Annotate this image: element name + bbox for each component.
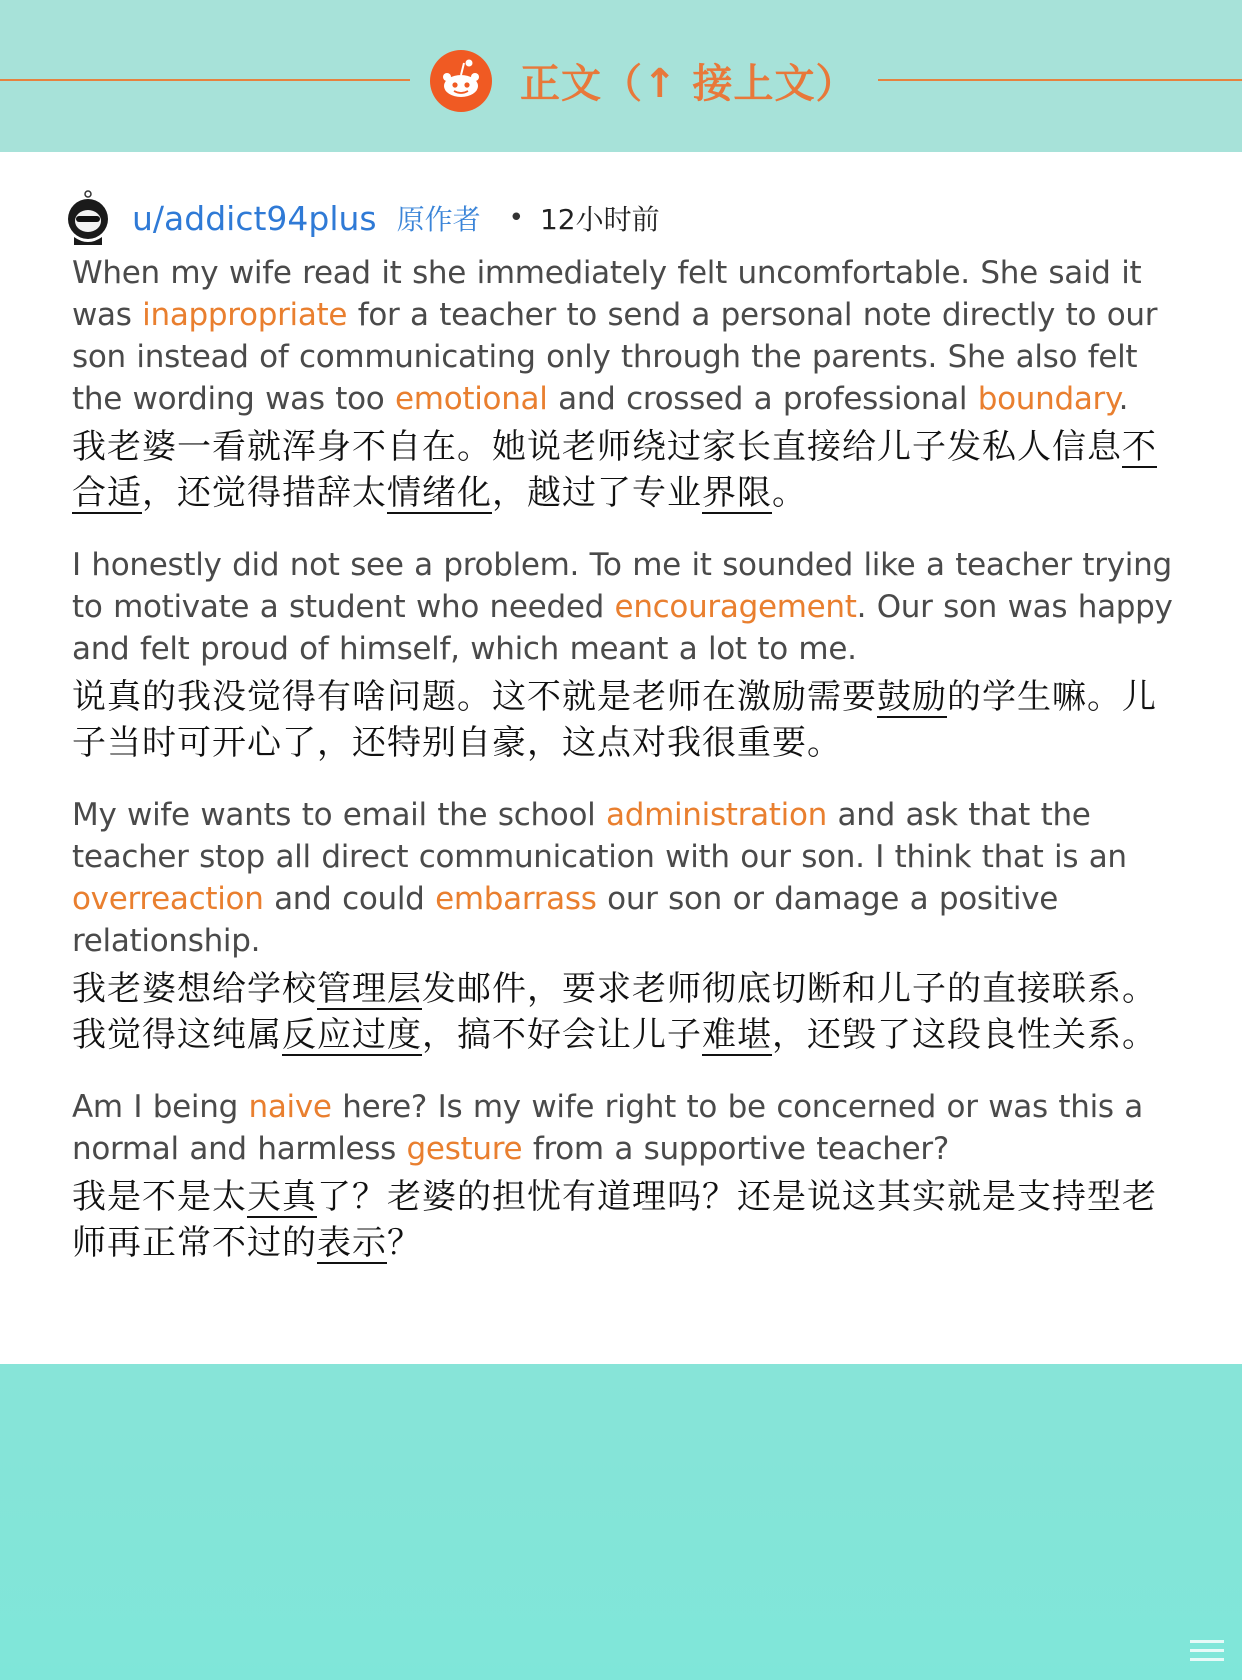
english-paragraph — [72, 794, 1182, 962]
underlined-term: 表示 — [317, 1223, 387, 1263]
chinese-translation — [72, 674, 1182, 766]
highlighted-keyword: overreaction — [72, 881, 264, 917]
chinese-text: 。 — [772, 473, 807, 513]
english-paragraph — [72, 1086, 1182, 1170]
english-text: When my wife read it she immediately felt uncomfortable. She said it was — [72, 255, 1142, 333]
chinese-text: 发邮件，要求老师彻底切断和儿子的直接联系。我觉得这纯属 — [72, 969, 1157, 1055]
chinese-translation — [72, 1174, 1182, 1266]
highlighted-keyword: encouragement — [614, 589, 857, 625]
highlighted-keyword: administration — [606, 797, 827, 833]
header-banner — [0, 0, 1242, 152]
highlighted-keyword: inappropriate — [142, 297, 348, 333]
chinese-translation — [72, 966, 1182, 1058]
underlined-term: 管理层 — [317, 969, 422, 1009]
underlined-term: 鼓励 — [877, 677, 947, 717]
avatar-icon[interactable] — [64, 189, 112, 247]
post-card — [0, 152, 1242, 1364]
chinese-text: ，越过了专业 — [492, 473, 702, 513]
underlined-term: 反应过度 — [282, 1015, 422, 1055]
header-divider-left — [0, 79, 410, 81]
highlighted-keyword: emotional — [395, 381, 548, 417]
paragraph-block — [72, 1086, 1182, 1266]
highlighted-keyword: boundary — [977, 381, 1119, 417]
chinese-translation — [72, 424, 1182, 516]
paragraph-block — [72, 544, 1182, 766]
chinese-text: 的学生嘛。儿子当时可开心了，还特别自豪，这点对我很重要。 — [72, 677, 1157, 763]
english-text: and ask that the teacher stop all direct communication with our son. I think that is an — [72, 797, 1127, 875]
chinese-text: 我老婆想给学校 — [72, 969, 317, 1009]
english-text: I honestly did not see a problem. To me it sounded like a teacher trying to motivate a student who needed — [72, 547, 1172, 625]
op-badge: 原作者 — [396, 203, 481, 236]
chinese-text: ，搞不好会让儿子 — [422, 1015, 702, 1055]
chinese-text: 了？老婆的担忧有道理吗？还是说这其实就是支持型老师再正常不过的 — [72, 1177, 1157, 1263]
paragraph-block — [72, 794, 1182, 1058]
english-paragraph — [72, 252, 1182, 420]
underlined-term: 界限 — [702, 473, 772, 513]
chinese-text: ，还觉得措辞太 — [142, 473, 387, 513]
header-divider-right — [878, 79, 1242, 81]
underlined-term: 不合适 — [72, 427, 1157, 513]
english-text: My wife wants to email the school — [72, 797, 607, 833]
underlined-term: 难堪 — [702, 1015, 772, 1055]
english-text: and crossed a professional — [547, 381, 978, 417]
underlined-term: 天真 — [247, 1177, 317, 1217]
meta-separator: • — [508, 203, 524, 233]
english-text: and could — [263, 881, 436, 917]
author-username[interactable]: u/addict94plus — [132, 198, 377, 238]
underlined-term: 情绪化 — [387, 473, 492, 513]
english-text: . — [1118, 381, 1129, 417]
post-timestamp: 12小时前 — [539, 203, 660, 236]
header-title: 正文（↑ 接上文） — [520, 61, 857, 107]
chinese-text: 我是不是太 — [72, 1177, 247, 1217]
author-row — [64, 188, 660, 248]
english-text: Am I being — [72, 1089, 249, 1125]
highlighted-keyword: naive — [248, 1089, 332, 1125]
post-body — [72, 252, 1182, 1294]
chinese-text: ？ — [387, 1223, 422, 1263]
english-text: . Our son was happy and felt proud of himself, which meant a lot to me. — [72, 589, 1173, 667]
english-text: our son or damage a positive relationship. — [72, 881, 1059, 959]
chinese-text: 我老婆一看就浑身不自在。她说老师绕过家长直接给儿子发私人信息 — [72, 427, 1122, 467]
chinese-text: 说真的我没觉得有啥问题。这不就是老师在激励需要 — [72, 677, 877, 717]
english-text: here? Is my wife right to be concerned or was this a normal and harmless — [72, 1089, 1143, 1167]
paragraph-block — [72, 252, 1182, 516]
highlighted-keyword: gesture — [406, 1131, 523, 1167]
english-paragraph — [72, 544, 1182, 670]
english-text: from a supportive teacher? — [522, 1131, 949, 1167]
reddit-logo-icon — [430, 50, 492, 112]
chinese-text: ，还毁了这段良性关系。 — [772, 1015, 1157, 1055]
menu-lines-icon — [1188, 1636, 1228, 1666]
highlighted-keyword: embarrass — [435, 881, 597, 917]
english-text: for a teacher to send a personal note directly to our son instead of communicating only through the parents. She also felt the wording was too — [72, 297, 1158, 417]
